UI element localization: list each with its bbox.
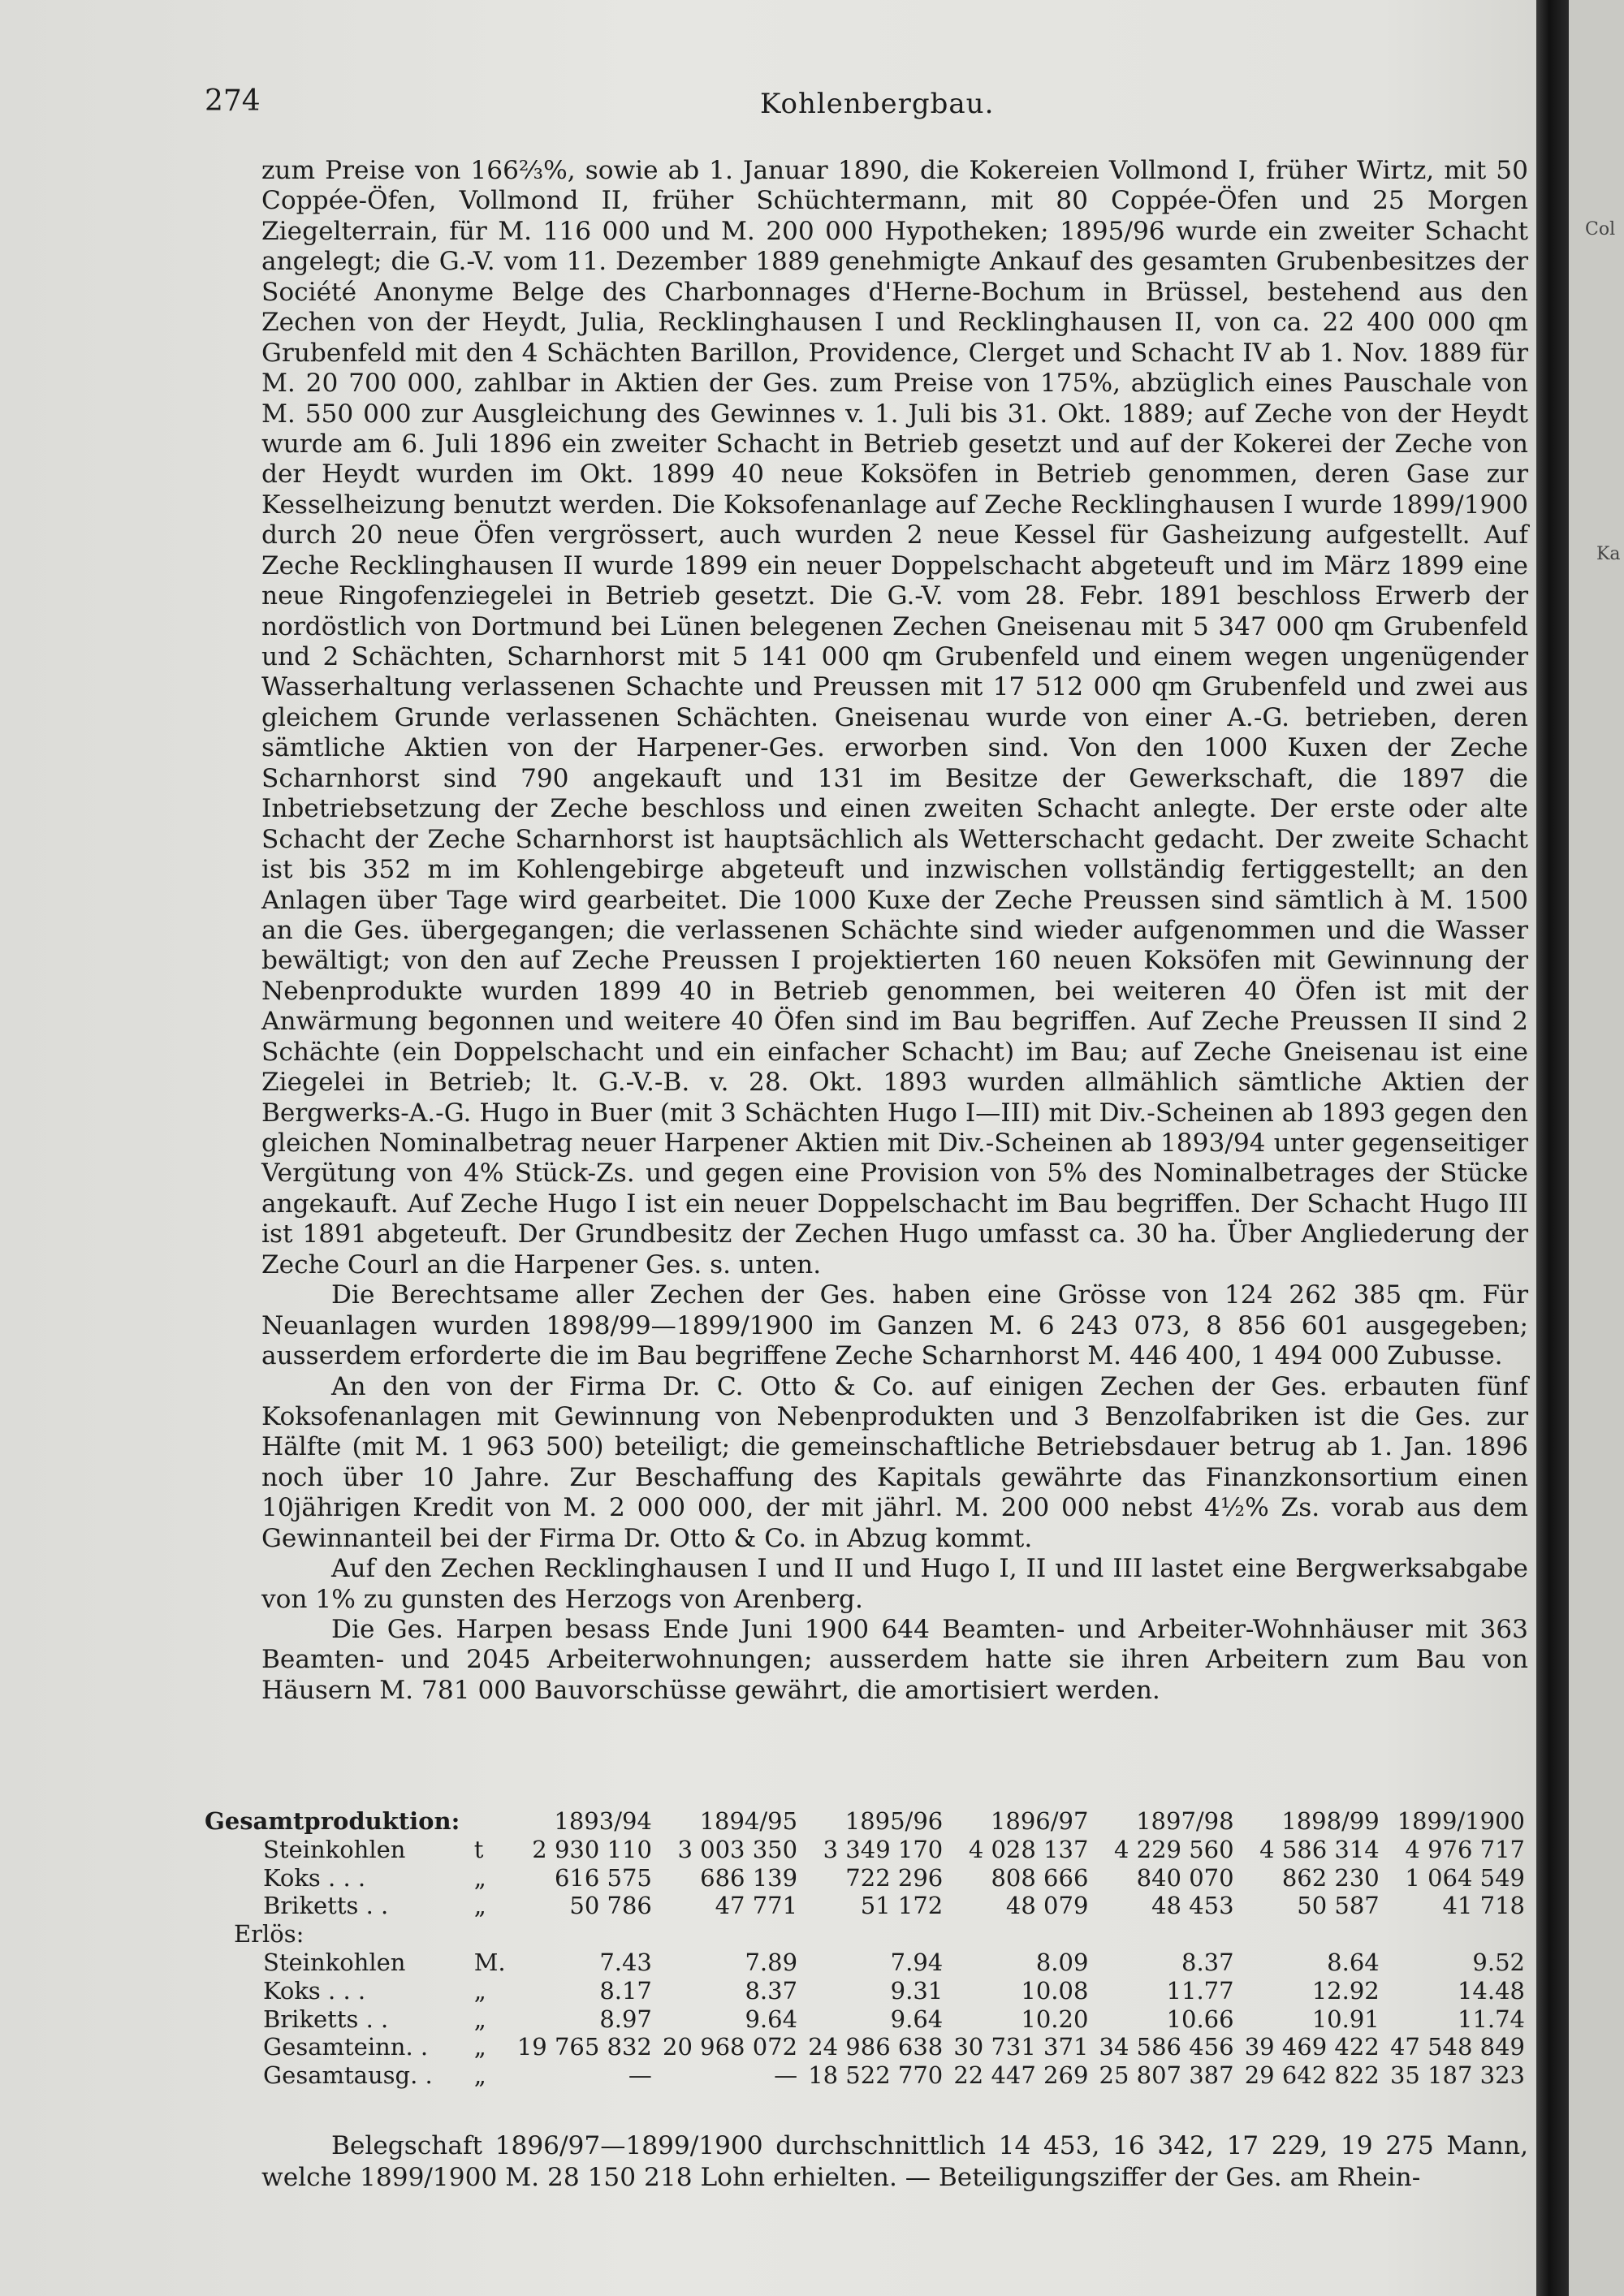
table-cell: 3 349 170 [823,1835,944,1863]
row-label: Gesamteinn. . [263,2033,429,2061]
table-cell: 50 587 [1297,1892,1380,1920]
row-unit: „ [473,2033,486,2061]
table-cell: 9.31 [890,1976,944,2005]
table-cell: 7.89 [745,1948,798,1976]
table-row [205,1977,1528,2005]
table-cell: 9.52 [1472,1948,1525,1976]
table-cell: 47 771 [715,1892,798,1920]
table-cell: 12.92 [1311,1976,1380,2005]
table-row [205,1949,1528,1977]
paragraph: zum Preise von 166⅔%, sowie ab 1. Januar 1890, die Kokereien Vollmond I, früher Wirtz, mit 50 Coppée-Öfen, Vollmond II, früher Schüchtermann, mit 80 Coppée-Öfen und 25 Morgen Ziegelterrain, für M. 116 000 und M. 200 000 Hypotheken; 1895/96 wurde ein zweiter Schacht angelegt; die G.-V. vom 11. Dezember 1889 genehmigte Ankauf des gesamten Grubenbesitzes der Société Anonyme Belge des Charbonnages d'Herne-Bochum in Brüssel, bestehend aus den Zechen von der Heydt, Julia, Recklinghausen I und Recklinghausen II, von ca. 22 400 000 qm Grubenfeld mit den 4 Schächten Barillon, Providence, Clerget und Schacht IV ab 1. Nov. 1889 für M. 20 700 000, zahlbar in Aktien der Ges. zum Preise von 175%, abzüglich eines Pauschale von M. 550 000 zur Ausgleichung des Gewinnes v. 1. Juli bis 31. Okt. 1889; auf Zeche von der Heydt wurde am 6. Juli 1896 ein zweiter Schacht in Betrieb gesetzt und auf der Kokerei der Zeche von der Heydt wurden im Okt. 1899 40 neue Koksöfen in Betrieb genommen, deren Gase zur Kesselheizung benutzt werden. Die Koksofenanlage auf Zeche Recklinghausen I wurde 1899/1900 durch 20 neue Öfen vergrössert, auch wurden 2 neue Kessel für Gasheizung aufgestellt. Auf Zeche Recklinghausen II wurde 1899 ein neuer Doppelschacht abgeteuft und im März 1899 eine neue Ringofenziegelei in Betrieb gesetzt. Die G.-V. vom 28. Febr. 1891 beschloss Erwerb der nordöstlich von Dortmund bei Lünen belegenen Zechen Gneisenau mit 5 347 000 qm Grubenfeld und 2 Schächten, Scharnhorst mit 5 141 000 qm Grubenfeld und einem wegen ungenügender Wasserhaltung verlassenen Schachte und Preussen mit 17 512 000 qm Grubenfeld und zwei aus gleichem Grunde verlassenen Schächten. Gneisenau wurde von einer A.-G. betrieben, deren sämtliche Aktien von der Harpener-Ges. erworben sind. Von den 1000 Kuxen der Zeche Scharnhorst sind 790 angekauft und 131 im Besitze der Gewerkschaft, die 1897 die Inbetriebsetzung der Zeche beschloss und einen zweiten Schacht anlegte. Der erste oder alte Schacht der Zeche Scharnhorst ist hauptsächlich als Wetterschacht gedacht. Der zweite Schacht ist bis 352 m im Kohlengebirge abgeteuft und inzwischen vollständig fertiggestellt; an den Anlagen über Tage wird gearbeitet. Die 1000 Kuxe der Zeche Preussen sind sämtlich à M. 1500 an die Ges. übergegangen; die verlassenen Schächte sind wieder aufgenommen und die Wasser bewältigt; von den auf Zeche Preussen I projektierten 160 neuen Koksöfen mit Gewinnung der Nebenprodukte wurden 1899 40 in Betrieb genommen, bei weiteren 40 Öfen ist mit der Anwärmung begonnen und weitere 40 Öfen sind im Bau begriffen. Auf Zeche Preussen II sind 2 Schächte (ein Doppelschacht und ein einfacher Schacht) im Bau; auf Zeche Gneisenau ist eine Ziegelei in Betrieb; lt. G.-V.-B. v. 28. Okt. 1893 wurden allmählich sämtliche Aktien der Bergwerks-A.-G. Hugo in Buer (mit 3 Schächten Hugo I—III) mit Div.-Scheinen ab 1893 gegen den gleichen Nominalbetrag neuer Harpener Aktien mit Div.-Scheinen ab 1893/94 unter gegenseitiger Vergütung von 4% Stück-Zs. und gegen eine Provision von 5% des Nominalbetrages der Stücke angekauft. Auf Zeche Hugo I ist ein neuer Doppelschacht im Bau begriffen. Der Schacht Hugo III ist 1891 abgeteuft. Der Grundbesitz der Zechen Hugo umfasst ca. 30 ha. Über Angliederung der Zeche Courl an die Harpener Ges. s. unten. [261,156,1528,1280]
revenue-heading: Erlös: [234,1920,304,1949]
table-cell: 9.64 [890,2005,944,2033]
row-unit: M. [473,1948,506,1976]
table-cell: 4 976 717 [1405,1835,1525,1863]
row-unit: „ [473,1976,486,2005]
table-cell: 24 986 638 [808,2033,944,2061]
table-cell: 8.64 [1327,1948,1380,1976]
row-label: Steinkohlen [263,1948,406,1976]
table-cell: 4 586 314 [1259,1835,1380,1863]
table-cell: 11.77 [1166,1976,1234,2005]
table-cell: 30 731 371 [953,2033,1089,2061]
year-header: 1897/98 [1136,1807,1234,1835]
table-cell: 35 187 323 [1389,2061,1525,2090]
page-gutter [1536,0,1569,2296]
table-row [205,1892,1528,1920]
table-cell: 14.48 [1457,1976,1525,2005]
paragraph: Auf den Zechen Recklinghausen I und II und Hugo I, II und III lastet eine Bergwerksabgabe von 1% zu gunsten des Herzogs von Arenberg. [261,1554,1528,1614]
table-cell: 8.37 [1181,1948,1234,1976]
year-header: 1894/95 [699,1807,798,1835]
table-cell: 10.91 [1311,2005,1380,2033]
table-cell: 29 642 822 [1244,2061,1380,2090]
year-header: 1896/97 [990,1807,1089,1835]
table-cell: 11.74 [1457,2005,1525,2033]
table-cell: 8.17 [599,1976,652,2005]
row-label: Gesamtausg. . [263,2061,433,2090]
row-unit: „ [473,2005,486,2033]
table-row [205,2033,1528,2061]
paragraph: Belegschaft 1896/97—1899/1900 durchschnittlich 14 453, 16 342, 17 229, 19 275 Mann, welche 1899/1900 M. 28 150 218 Lohn erhielten. — Beteiligungsziffer der Ges. am Rhein- [261,2131,1528,2192]
table-cell: 8.97 [599,2005,652,2033]
facing-page-fragment: Ka [1596,544,1621,564]
table-cell: 41 718 [1442,1892,1525,1920]
row-label: Koks . . . [263,1863,366,1892]
table-cell: 722 296 [845,1863,944,1892]
table-cell: 808 666 [991,1863,1089,1892]
table-cell: 20 968 072 [663,2033,798,2061]
year-header: 1898/99 [1281,1807,1380,1835]
table-row [205,1864,1528,1892]
table-cell: 25 807 387 [1099,2061,1234,2090]
row-unit: t [473,1835,484,1863]
row-label: Briketts . . [263,2005,389,2033]
row-label: Briketts . . [263,1892,389,1920]
table-cell: — [774,2061,798,2090]
body-text [261,156,1528,1706]
table-cell: 8.09 [1035,1948,1089,1976]
table-cell: 862 230 [1281,1863,1380,1892]
table-cell: 34 586 456 [1099,2033,1234,2061]
table-cell: 10.66 [1166,2005,1234,2033]
year-header: 1899/1900 [1397,1807,1525,1835]
page-number: 274 [205,84,261,118]
facing-page-fragment: Col [1585,219,1616,240]
table-row [205,1836,1528,1864]
year-header: 1893/94 [554,1807,652,1835]
paragraph: Die Berechtsame aller Zechen der Ges. haben eine Grösse von 124 262 385 qm. Für Neuanlagen wurden 1898/99—1899/1900 im Ganzen M. 6 243 073, 8 856 601 ausgegeben; ausserdem erforderte die im Bau begriffene Zeche Scharnhorst M. 446 400, 1 494 000 Zubusse. [261,1280,1528,1371]
table-cell: 9.64 [745,2005,798,2033]
table-cell: 686 139 [700,1863,798,1892]
table-body [205,1836,1528,2090]
paragraph: An den von der Firma Dr. C. Otto & Co. auf einigen Zechen der Ges. erbauten fünf Koksofenanlagen mit Gewinnung von Nebenprodukten und 3 Benzolfabriken ist die Ges. zur Hälfte (mit M. 1 963 500) beteiligt; die gemeinschaftliche Betriebsdauer betrug ab 1. Jan. 1896 noch über 10 Jahre. Zur Beschaffung des Kapitals gewährte das Finanzkonsortium einen 10jährigen Kredit von M. 2 000 000, der mit jährl. M. 200 000 nebst 4½% Zs. vorab aus dem Gewinnanteil bei der Firma Dr. Otto & Co. in Abzug kommt. [261,1371,1528,1553]
table-cell: 50 786 [569,1892,652,1920]
table-cell: 39 469 422 [1244,2033,1380,2061]
table-title: Gesamtproduktion: [205,1807,460,1835]
table-cell: 7.43 [599,1948,652,1976]
table-row [205,2005,1528,2034]
production-table [205,1807,1528,2090]
table-cell: 47 548 849 [1389,2033,1525,2061]
row-unit: „ [473,1863,486,1892]
year-header: 1895/96 [844,1807,944,1835]
table-cell: 1 064 549 [1405,1863,1525,1892]
table-header-row [205,1807,1528,1836]
row-label: Koks . . . [263,1976,366,2005]
table-cell: 2 930 110 [532,1835,652,1863]
table-cell: 18 522 770 [808,2061,944,2090]
row-label: Steinkohlen [263,1835,406,1863]
table-cell: 840 070 [1136,1863,1234,1892]
table-cell: 22 447 269 [953,2061,1089,2090]
table-cell: 10.20 [1021,2005,1089,2033]
table-cell: 8.37 [745,1976,798,2005]
closing-text [261,2130,1528,2194]
table-cell: 48 079 [1005,1892,1089,1920]
table-cell: 3 003 350 [677,1835,798,1863]
row-unit: „ [473,2061,486,2090]
table-cell: 4 028 137 [968,1835,1089,1863]
table-cell: 48 453 [1151,1892,1234,1920]
table-subheading-row [205,1920,1528,1949]
table-cell: 51 172 [860,1892,944,1920]
table-cell: 4 229 560 [1113,1835,1234,1863]
running-title: Kohlenbergbau. [760,88,995,120]
table-cell: 10.08 [1021,1976,1089,2005]
table-cell: 616 575 [554,1863,652,1892]
facing-page-edge [1569,0,1624,2296]
table-cell: 19 765 832 [516,2033,652,2061]
table-cell: — [628,2061,652,2090]
row-unit: „ [473,1892,486,1920]
paragraph: Die Ges. Harpen besass Ende Juni 1900 644 Beamten- und Arbeiter-Wohnhäuser mit 363 Beamten- und 2045 Arbeiterwohnungen; ausserdem hatte sie ihren Arbeitern zum Bau von Häusern M. 781 000 Bauvorschüsse gewährt, die amortisiert werden. [261,1615,1528,1705]
table-row [205,2061,1528,2090]
table-cell: 7.94 [890,1948,944,1976]
